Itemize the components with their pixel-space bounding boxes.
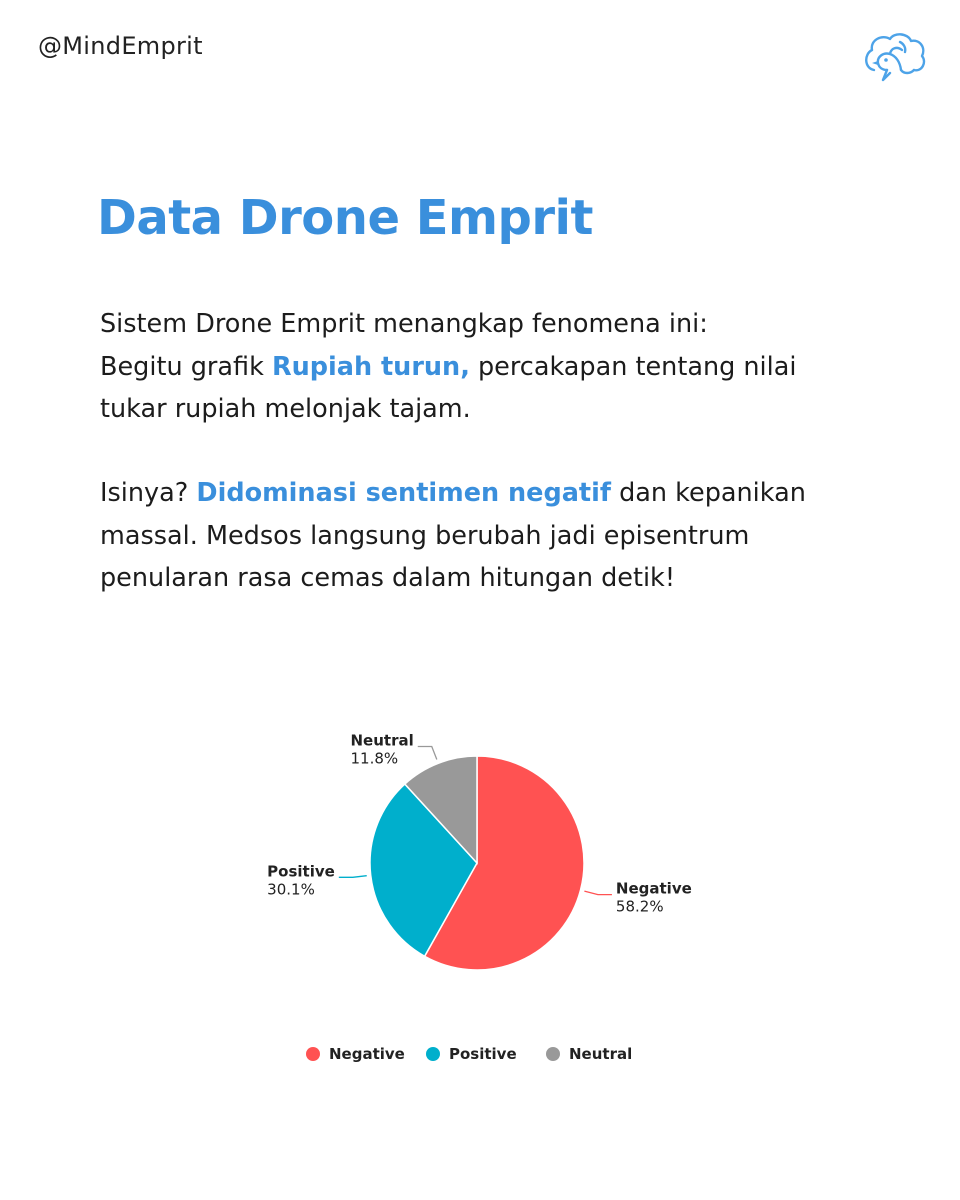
sentiment-line-1-pre: Isinya? (100, 478, 197, 508)
pie-value-positive: 30.1% (267, 880, 315, 899)
legend-dot-positive (426, 1047, 440, 1061)
intro-line-1: Sistem Drone Emprit menangkap fenomena ini: (100, 309, 708, 339)
sentiment-paragraph (100, 472, 900, 600)
intro-highlight: Rupiah turun, (271, 351, 470, 382)
sentiment-pie-chart (240, 720, 740, 1090)
pie-label-positive: Positive (267, 862, 335, 881)
sentiment-line-1-post: dan kepanikan (610, 478, 806, 508)
pie-leader-neutral (418, 746, 437, 759)
intro-line-2-post: percakapan tentang nilai (469, 351, 797, 382)
pie-value-neutral: 11.8% (350, 749, 399, 768)
sentiment-line-2: massal. Medsos langsung berubah jadi episentrum (100, 520, 750, 551)
intro-paragraph (100, 303, 900, 431)
legend-label-positive: Positive (449, 1045, 517, 1063)
bird-brain-logo-icon (860, 30, 928, 84)
legend-dot-negative (306, 1047, 320, 1061)
intro-line-3: tukar rupiah melonjak tajam. (100, 394, 471, 424)
pie-value-negative: 58.2% (615, 897, 664, 916)
legend-label-neutral: Neutral (569, 1045, 633, 1063)
pie-leader-positive (339, 876, 367, 878)
pie-label-negative: Negative (615, 879, 692, 898)
account-handle: @MindEmprit (38, 32, 203, 60)
sentiment-line-3: penularan rasa cemas dalam hitungan detik! (100, 563, 676, 593)
pie-label-neutral: Neutral (350, 731, 414, 750)
intro-line-2-pre: Begitu grafik (100, 351, 272, 382)
sentiment-highlight: Didominasi sentimen negatif (196, 478, 611, 508)
pie-leader-negative (584, 891, 612, 895)
legend-label-negative: Negative (329, 1045, 405, 1063)
page-title: Data Drone Emprit (97, 190, 593, 246)
legend-dot-neutral (546, 1047, 560, 1061)
